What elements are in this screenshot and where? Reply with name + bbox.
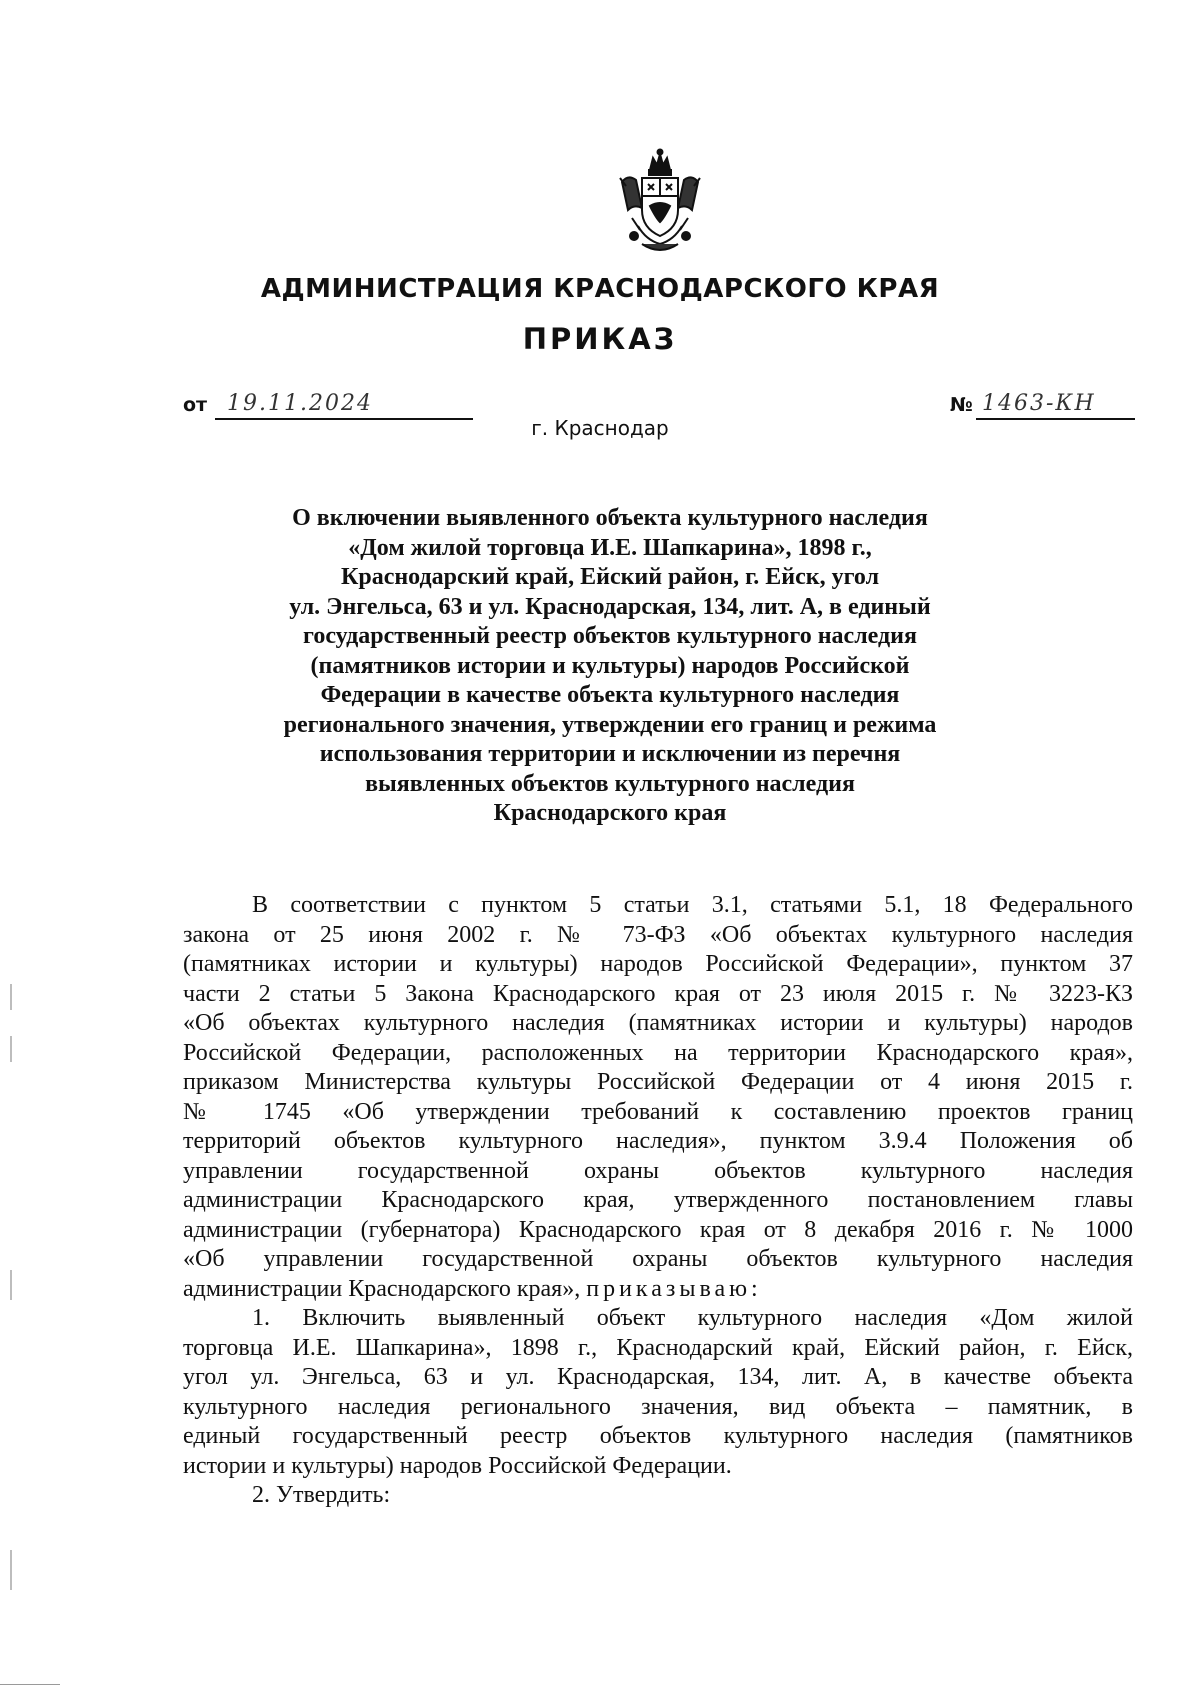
preamble-line: «Об управлении государственной охраны объектов культурного наследия [183, 1246, 1133, 1272]
preamble-line: Российской Федерации, расположенных на территории Краснодарского края», [183, 1039, 1133, 1066]
scan-artifact [10, 1550, 12, 1590]
subject-line: выявленных объектов культурного наследия [365, 770, 855, 797]
organization-title: АДМИНИСТРАЦИЯ КРАСНОДАРСКОГО КРАЯ [260, 274, 940, 304]
handwritten-date: 19.11.2024 [227, 391, 373, 416]
preamble-line: В соответствии с пунктом 5 статьи 3.1, статьями 5.1, 18 Федерального [252, 892, 1133, 918]
subject-line: Краснодарский край, Ейский район, г. Ейск, угол [340, 564, 880, 590]
item-1-line: истории и культуры) народов Российской Федерации. [183, 1452, 732, 1479]
preamble-line: администрации Краснодарского края, утвержденного постановлением главы [183, 1187, 1133, 1213]
order-word: приказываю: [586, 1275, 762, 1302]
subject-line: Федерации в качестве объекта культурного наследия [320, 682, 900, 708]
order-subject [260, 504, 960, 829]
subject-line: использования территории и исключении из перечня [319, 741, 901, 767]
handwritten-number: 1463-КН [982, 391, 1096, 416]
scan-artifact [0, 1684, 60, 1685]
date-field [183, 380, 473, 420]
item-1-line: культурного наследия регионального значения, вид объекта – памятник, в [183, 1393, 1133, 1420]
item-2-line: 2. Утвердить: [252, 1482, 391, 1508]
preamble-line: управлении государственной охраны объектов культурного наследия [183, 1157, 1133, 1184]
scan-artifact [10, 1036, 12, 1062]
subject-line: ул. Энгельса, 63 и ул. Краснодарская, 134, лит. А, в единый [289, 593, 931, 620]
number-prefix: № [950, 394, 973, 416]
number-field [950, 380, 1135, 420]
number-underline [976, 384, 1135, 420]
preamble-line: (памятниках истории и культуры) народов Российской Федерации», пунктом 37 [183, 951, 1133, 977]
preamble-line: приказом Министерства культуры Российской Федерации от 4 июня 2015 г. [183, 1069, 1133, 1095]
subject-line: (памятников истории и культуры) народов Российской [310, 652, 910, 679]
subject-line: государственный реестр объектов культурного наследия [303, 623, 917, 649]
item-1-line: торговца И.Е. Шапкарина», 1898 г., Краснодарский край, Ейский район, г. Ейск, [183, 1334, 1133, 1361]
preamble-line: администрации (губернатора) Краснодарского края от 8 декабря 2016 г. № 1000 [183, 1216, 1133, 1243]
item-1-line: единый государственный реестр объектов культурного наследия (памятников [183, 1423, 1133, 1449]
preamble-last-line [183, 1275, 1133, 1305]
preamble-line: № 1745 «Об утверждении требований к составлению проектов границ [183, 1098, 1133, 1125]
order-body [183, 891, 1133, 1511]
preamble-line: территорий объектов культурного наследия», пунктом 3.9.4 Положения об [183, 1128, 1133, 1154]
preamble-line: части 2 статьи 5 Закона Краснодарского края от 23 июля 2015 г. № 3223-КЗ [183, 980, 1133, 1007]
subject-line: «Дом жилой торговца И.Е. Шапкарина», 1898 г., [348, 534, 872, 561]
date-prefix: от [183, 394, 208, 416]
subject-line: регионального значения, утверждении его границ и режима [283, 711, 937, 738]
preamble-line: администрации Краснодарского края», [183, 1275, 581, 1302]
scan-artifact [10, 984, 12, 1010]
item-1-line: 1. Включить выявленный объект культурного наследия «Дом жилой [252, 1305, 1133, 1331]
preamble-line: «Об объектах культурного наследия (памятниках истории и культуры) народов [183, 1010, 1133, 1036]
coat-of-arms-emblem [612, 148, 708, 256]
date-underline [215, 384, 473, 420]
city-line: г. Краснодар [531, 416, 669, 440]
subject-line: О включении выявленного объекта культурного наследия [292, 505, 928, 531]
item-1-line: угол ул. Энгельса, 63 и ул. Краснодарская, 134, лит. А, в качестве объекта [183, 1364, 1133, 1390]
scan-artifact [10, 1270, 12, 1300]
preamble-line: закона от 25 июня 2002 г. № 73-ФЗ «Об объектах культурного наследия [183, 921, 1133, 948]
subject-line: Краснодарского края [493, 800, 727, 826]
document-type-title: ПРИКАЗ [522, 322, 678, 356]
